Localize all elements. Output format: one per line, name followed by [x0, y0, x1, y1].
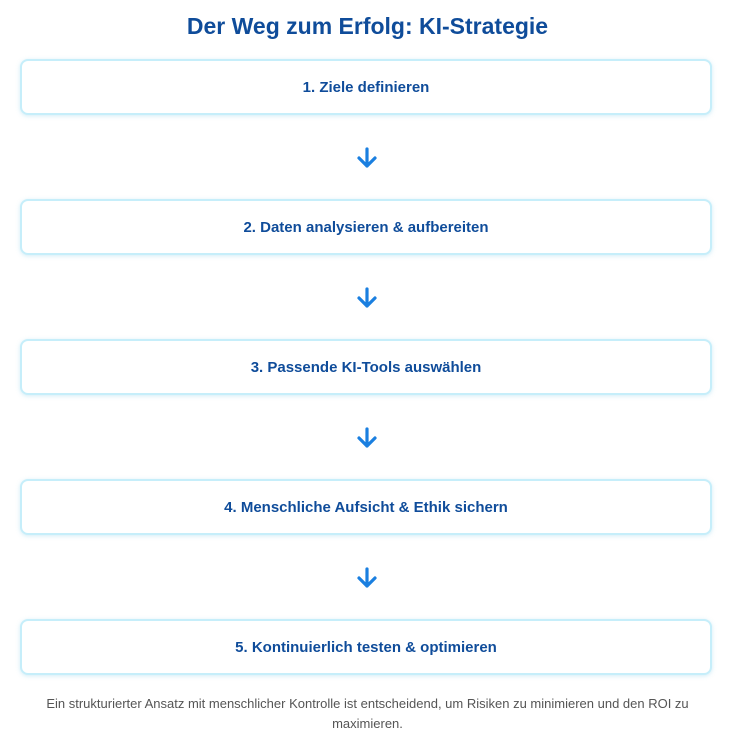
step-label: 1. Ziele definieren	[302, 78, 430, 96]
arrow-down-icon	[355, 566, 379, 590]
step-box-3	[20, 339, 712, 395]
step-box-5	[20, 619, 712, 675]
page-title: Der Weg zum Erfolg: KI-Strategie	[186, 13, 549, 39]
step-label: 5. Kontinuierlich testen & optimieren	[235, 638, 497, 656]
arrow-down-icon	[355, 146, 379, 170]
step-box-2	[20, 199, 712, 255]
step-label: 4. Menschliche Aufsicht & Ethik sichern	[224, 498, 508, 516]
arrow-down-icon	[355, 286, 379, 310]
step-box-4	[20, 479, 712, 535]
arrow-down-icon	[355, 426, 379, 450]
step-box-1	[20, 59, 712, 115]
step-label: 3. Passende KI-Tools auswählen	[250, 358, 482, 376]
footer-note: Ein strukturierter Ansatz mit menschlicher Kontrolle ist entscheidend, um Risiken zu minimieren und den ROI zu maximieren.	[46, 696, 689, 731]
step-label: 2. Daten analysieren & aufbereiten	[243, 218, 489, 236]
